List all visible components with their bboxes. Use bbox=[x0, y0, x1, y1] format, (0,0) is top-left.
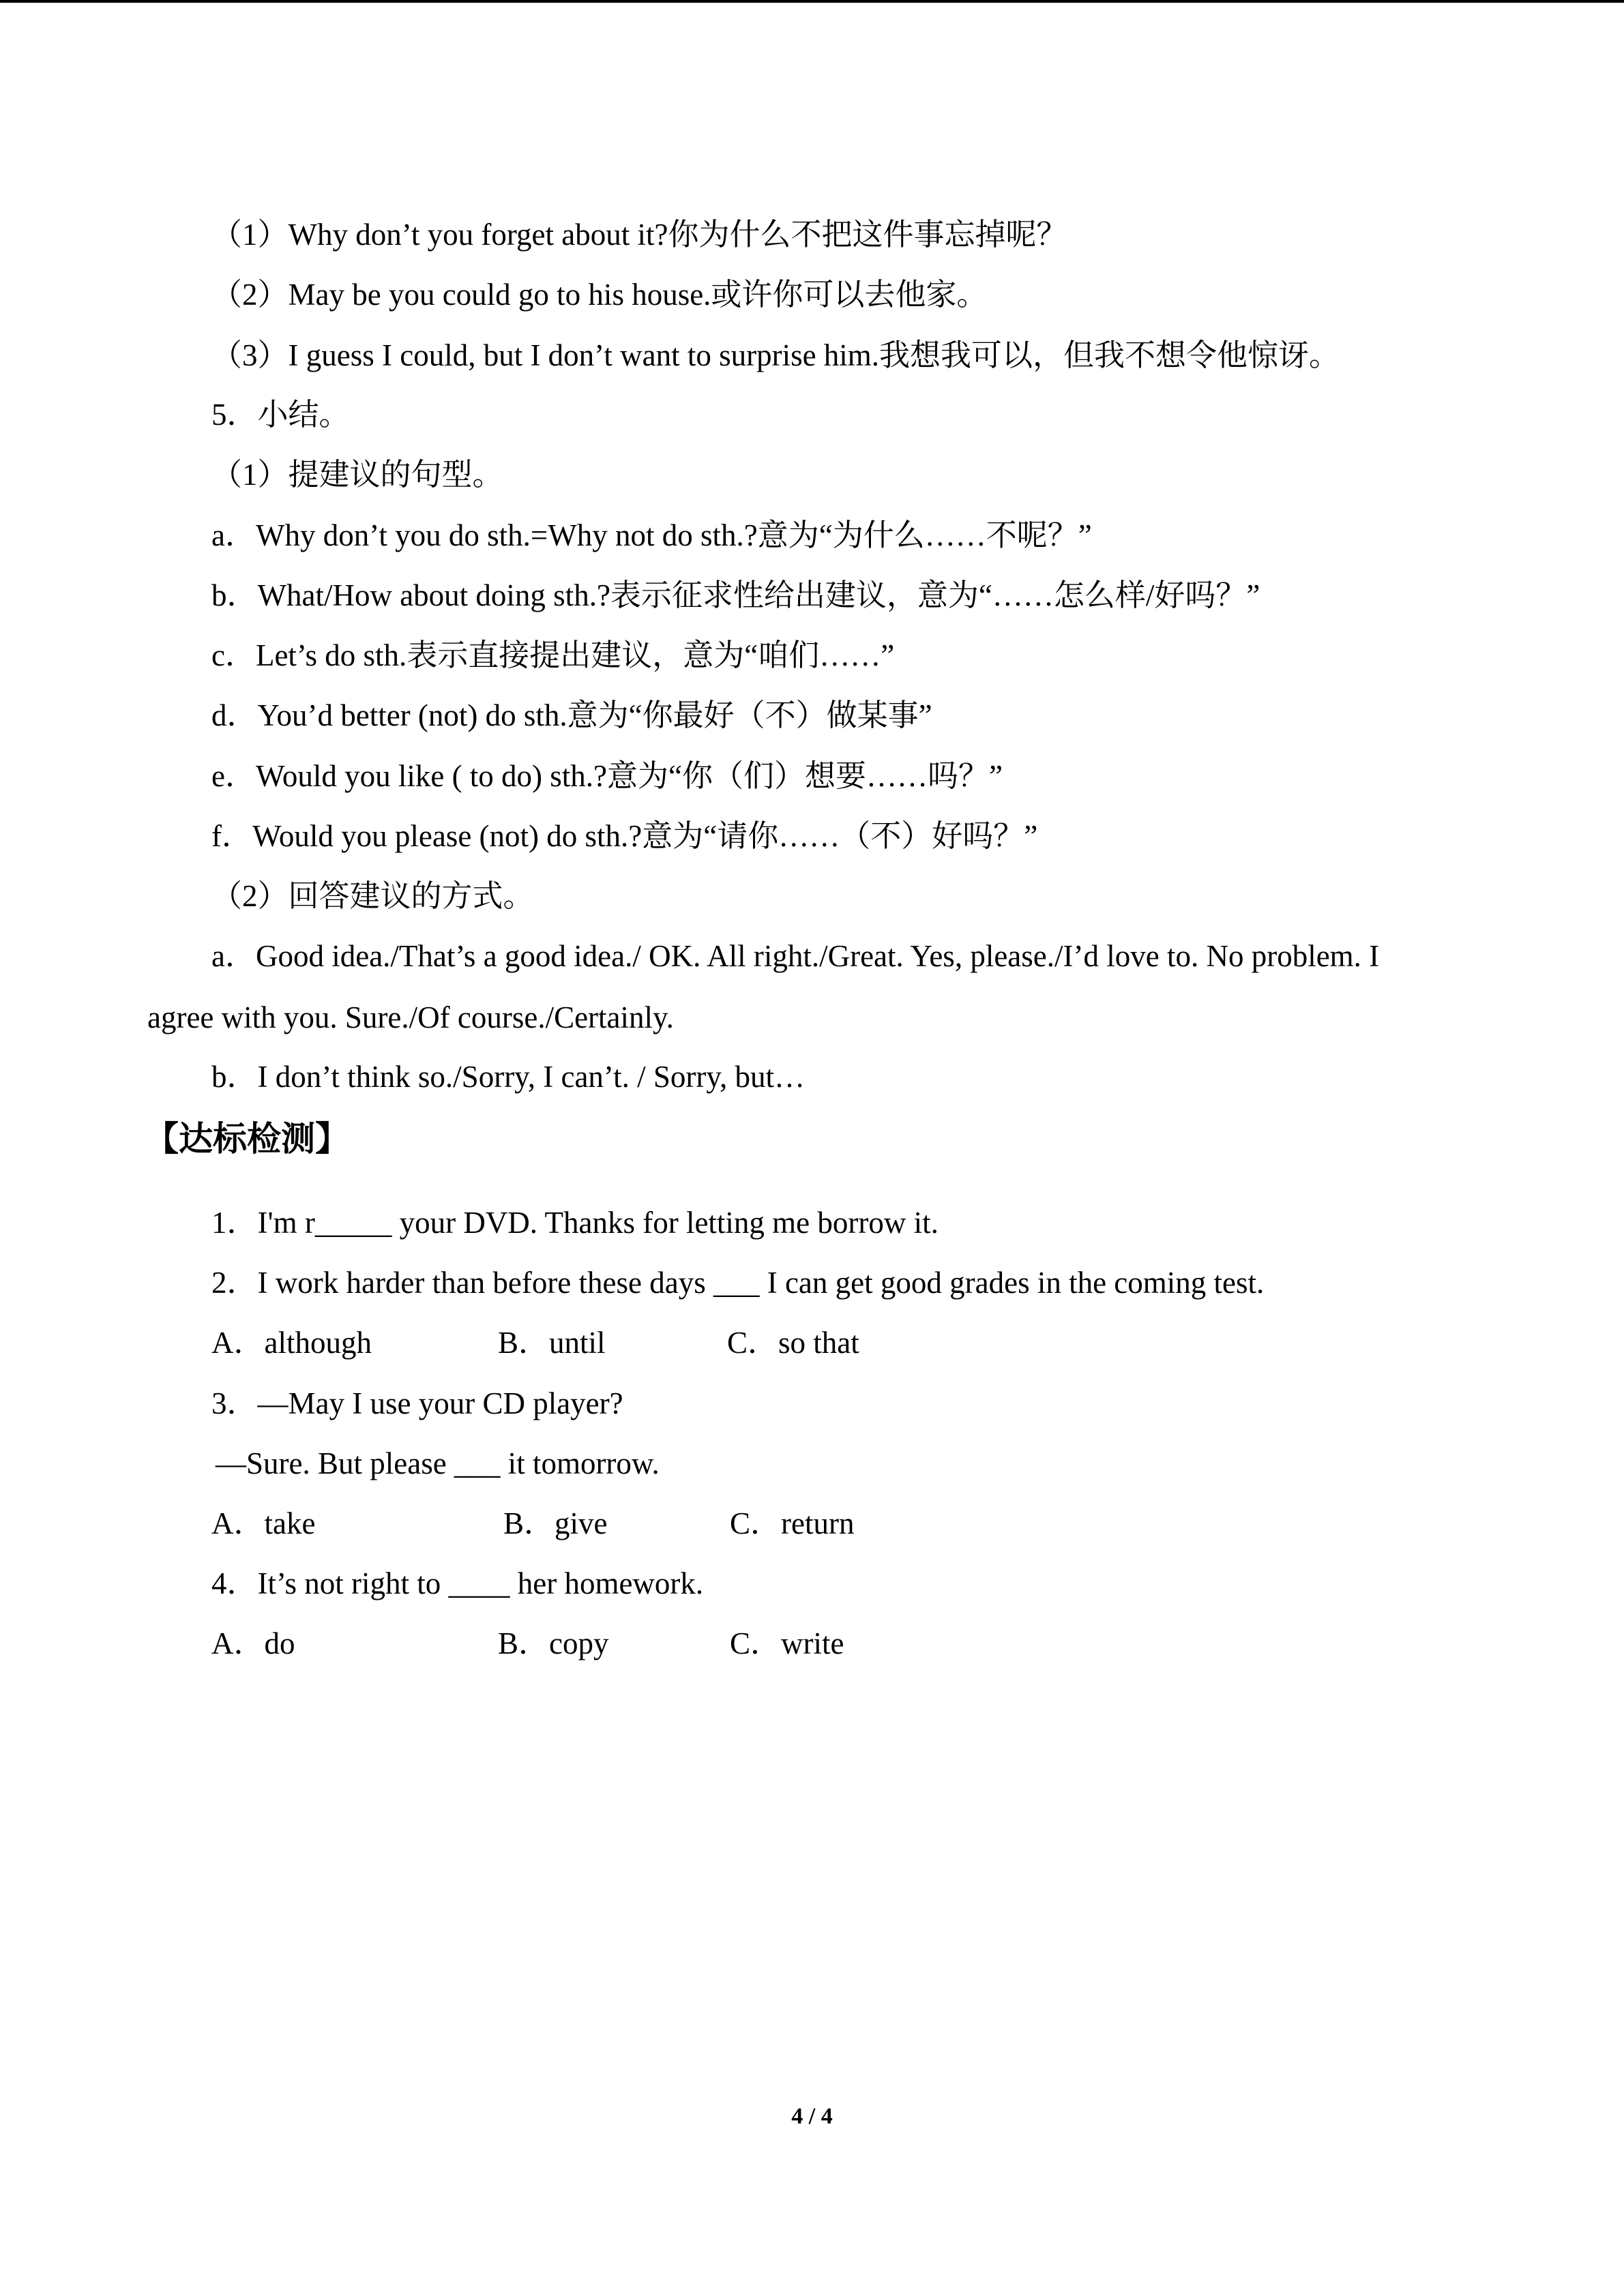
question-3-option-a: A．take bbox=[211, 1506, 316, 1540]
question-1: 1．I'm r_____ your DVD. Thanks for letting me borrow it. bbox=[211, 1206, 939, 1240]
response-a-continued: agree with you. Sure./Of course./Certainly. bbox=[147, 1000, 674, 1034]
question-3-reply: —Sure. But please ___ it tomorrow. bbox=[216, 1446, 660, 1480]
question-3-option-b: B．give bbox=[503, 1506, 608, 1540]
question-4-option-b: B．copy bbox=[498, 1626, 609, 1660]
question-2-option-c: C．so that bbox=[727, 1326, 859, 1360]
responses-heading: （2）回答建议的方式。 bbox=[211, 879, 534, 913]
response-a: a．Good idea./That’s a good idea./ OK. All right./Great. Yes, please./I’d love to. No problem. I bbox=[211, 939, 1380, 973]
question-3: 3．—May I use your CD player? bbox=[211, 1386, 623, 1420]
example-sentence-1: （1）Why don’t you forget about it?你为什么不把这件事忘掉呢？ bbox=[211, 218, 1067, 252]
pattern-a: a．Why don’t you do sth.=Why not do sth.?意为“为什么……不呢？” bbox=[211, 518, 1092, 552]
question-3-option-c: C．return bbox=[730, 1506, 855, 1540]
section-title-assessment: 【达标检测】 bbox=[145, 1119, 349, 1159]
question-2-option-a: A．although bbox=[211, 1326, 372, 1360]
pattern-b: b．What/How about doing sth.?表示征求性给出建议，意为“……怎么样/好吗？” bbox=[211, 578, 1260, 612]
example-sentence-2: （2）May be you could go to his house.或许你可以去他家。 bbox=[211, 278, 988, 312]
question-2-option-b: B．until bbox=[498, 1326, 606, 1360]
example-sentence-3: （3）I guess I could, but I don’t want to surprise him.我想我可以，但我不想令他惊讶。 bbox=[211, 338, 1340, 372]
question-4: 4．It’s not right to ____ her homework. bbox=[211, 1566, 704, 1600]
question-4-option-c: C．write bbox=[730, 1626, 844, 1660]
question-4-option-a: A．do bbox=[211, 1626, 295, 1660]
page-number: 4 / 4 bbox=[791, 2104, 833, 2129]
response-b: b．I don’t think so./Sorry, I can’t. / Sorry, but… bbox=[211, 1060, 805, 1094]
pattern-d: d．You’d better (not) do sth.意为“你最好（不）做某事” bbox=[211, 698, 932, 732]
question-2: 2．I work harder than before these days ___ I can get good grades in the coming test. bbox=[211, 1266, 1265, 1300]
pattern-e: e．Would you like ( to do) sth.?意为“你（们）想要……吗？” bbox=[211, 759, 1003, 793]
top-border-rule bbox=[0, 0, 1624, 3]
suggestion-patterns-heading: （1）提建议的句型。 bbox=[211, 458, 503, 492]
summary-heading: 5．小结。 bbox=[211, 398, 350, 432]
pattern-c: c．Let’s do sth.表示直接提出建议，意为“咱们……” bbox=[211, 638, 895, 672]
pattern-f: f．Would you please (not) do sth.?意为“请你……（不）好吗？” bbox=[211, 819, 1038, 853]
